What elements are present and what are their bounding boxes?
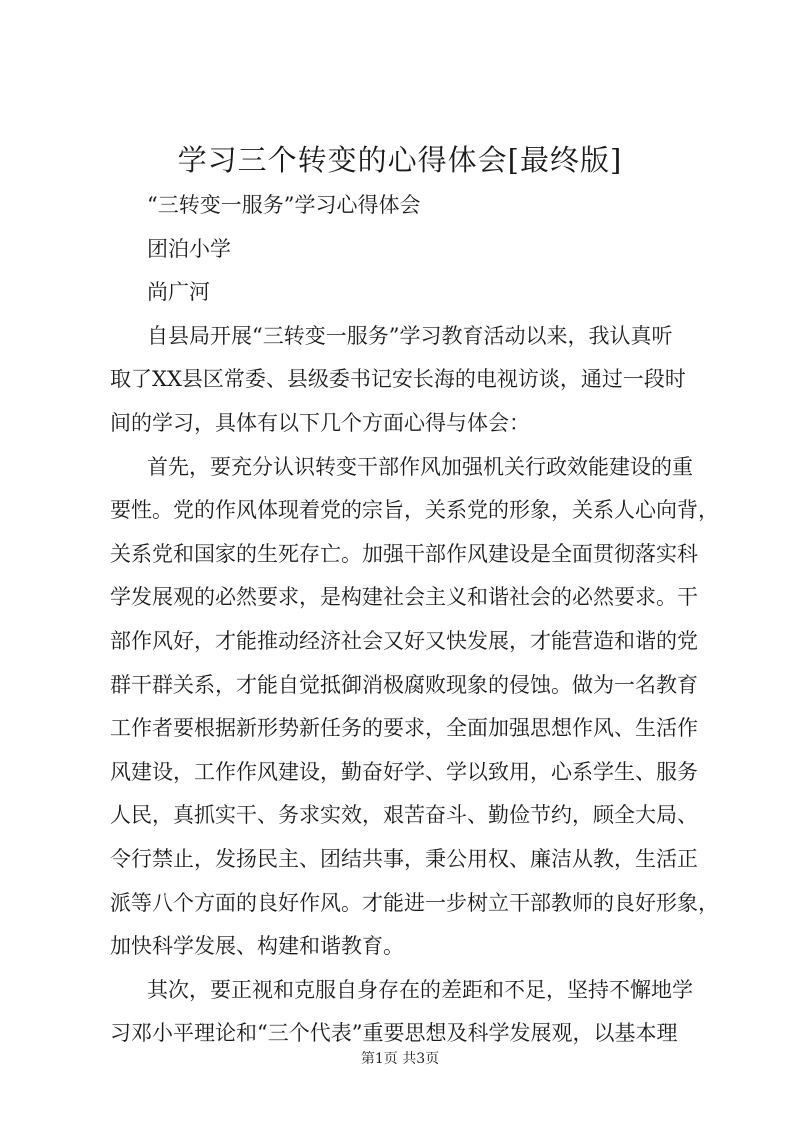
document-body xyxy=(110,184,719,1056)
document-title: 学习三个转变的心得体会[最终版] xyxy=(177,143,623,177)
paragraph-line: 习邓小平理论和“三个代表”重要思想及科学发展观，以基本理 xyxy=(110,1021,678,1046)
paragraph-line: 学发展观的必然要求，是构建社会主义和谐社会的必然要求。干 xyxy=(110,585,698,610)
paragraph-line: 关系党和国家的生死存亡。加强干部作风建设是全面贯彻落实科 xyxy=(110,541,698,566)
paragraph-line: 派等八个方面的良好作风。才能进一步树立干部教师的良好形象， xyxy=(110,890,719,915)
paragraph-line: 自县局开展“三转变一服务”学习教育活动以来，我认真听 xyxy=(147,323,673,348)
school-name: 团泊小学 xyxy=(147,236,231,261)
paragraph-line: 其次，要正视和克服自身存在的差距和不足，坚持不懈地学 xyxy=(147,977,693,1002)
paragraph-line: 群干群关系，才能自觉抵御消极腐败现象的侵蚀。做为一名教育 xyxy=(110,672,698,697)
paragraph-line: 部作风好，才能推动经济社会又好又快发展，才能营造和谐的党 xyxy=(110,628,698,653)
paragraph-line: 人民，真抓实干、务求实效，艰苦奋斗、勤俭节约，顾全大局、 xyxy=(110,803,698,828)
paragraph-line: 令行禁止，发扬民主、团结共事，秉公用权、廉洁从教，生活正 xyxy=(110,846,698,871)
author-name: 尚广河 xyxy=(147,280,210,305)
paragraph-line: 间的学习，具体有以下几个方面心得与体会： xyxy=(110,410,530,435)
paragraph-line: 加快科学发展、构建和谐教育。 xyxy=(110,934,404,959)
paragraph-line: 取了XX县区常委、县级委书记安长海的电视访谈，通过一段时 xyxy=(110,367,686,392)
paragraph-line: 首先，要充分认识转变干部作风加强机关行政效能建设的重 xyxy=(147,454,693,479)
paragraph-line: 要性。党的作风体现着党的宗旨，关系党的形象，关系人心向背， xyxy=(110,498,719,523)
document-subtitle: “三转变一服务”学习心得体会 xyxy=(147,193,421,217)
paragraph-line: 风建设，工作作风建设，勤奋好学、学以致用，心系学生、服务 xyxy=(110,759,698,784)
paragraph-line: 工作者要根据新形势新任务的要求，全面加强思想作风、生活作 xyxy=(110,716,698,741)
page-footer: 第1页 共3页 xyxy=(360,1051,440,1067)
